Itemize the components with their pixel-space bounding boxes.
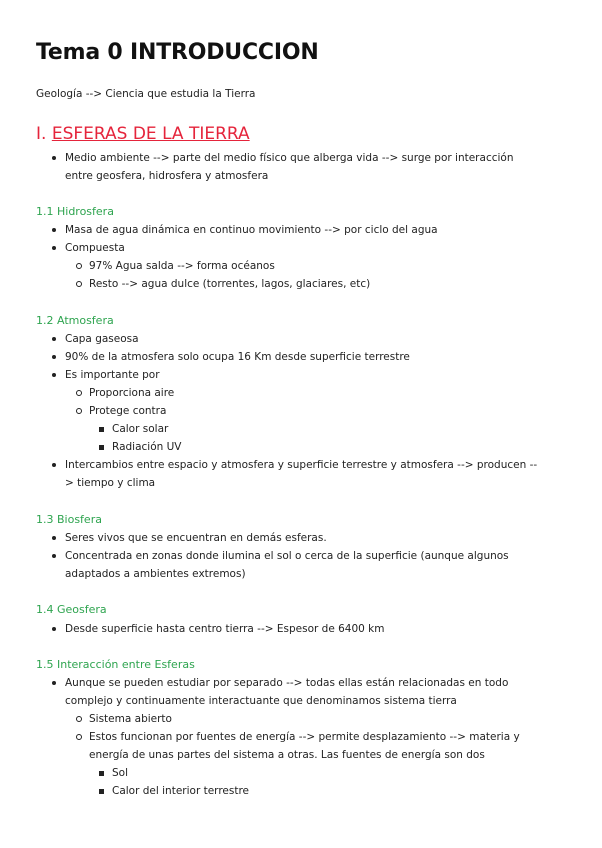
list-item: Compuesta bbox=[65, 239, 540, 257]
list-item: Estos funcionan por fuentes de energía --> permite desplazamiento --> materia y energía de unas partes del sistema a otras. Las fuentes de energía son dos bbox=[89, 728, 539, 764]
list-item: Calor solar bbox=[112, 420, 542, 438]
biosfera-list bbox=[0, 529, 602, 583]
list-item: Proporciona aire bbox=[89, 384, 539, 402]
list-item: Sistema abierto bbox=[89, 710, 539, 728]
list-item: Aunque se pueden estudiar por separado --> todas ellas están relacionadas en todo complejo y continuamente interactuante que denominamos sistema tierra bbox=[65, 674, 540, 710]
section-list bbox=[0, 149, 602, 185]
list-item: Calor del interior terrestre bbox=[112, 782, 542, 800]
intro-line: Geología --> Ciencia que estudia la Tierra bbox=[36, 88, 256, 100]
hidrosfera-list bbox=[0, 221, 602, 293]
list-item: Es importante por bbox=[65, 366, 540, 384]
list-item: 90% de la atmosfera solo ocupa 16 Km desde superficie terrestre bbox=[65, 348, 540, 366]
list-item: Masa de agua dinámica en continuo movimiento --> por ciclo del agua bbox=[65, 221, 540, 239]
list-item: Capa gaseosa bbox=[65, 330, 540, 348]
subsection-heading-biosfera: 1.3 Biosfera bbox=[36, 513, 102, 526]
subsection-heading-interaccion: 1.5 Interacción entre Esferas bbox=[36, 658, 195, 671]
subsection-heading-atmosfera: 1.2 Atmosfera bbox=[36, 314, 114, 327]
list-item: Protege contra bbox=[89, 402, 539, 420]
section-number: I. bbox=[36, 124, 47, 144]
page-title: Tema 0 INTRODUCCION bbox=[36, 40, 319, 65]
list-item: 97% Agua salda --> forma océanos bbox=[89, 257, 539, 275]
list-item: Seres vivos que se encuentran en demás esferas. bbox=[65, 529, 540, 547]
list-item: Concentrada en zonas donde ilumina el sol o cerca de la superficie (aunque algunos adaptados a ambientes extremos) bbox=[65, 547, 540, 583]
list-item: Resto --> agua dulce (torrentes, lagos, glaciares, etc) bbox=[89, 275, 539, 293]
list-item: Intercambios entre espacio y atmosfera y superficie terrestre y atmosfera --> producen --> tiempo y clima bbox=[65, 456, 540, 492]
interaccion-list bbox=[0, 674, 602, 800]
subsection-heading-geosfera: 1.4 Geosfera bbox=[36, 603, 107, 616]
list-item: Medio ambiente --> parte del medio físico que alberga vida --> surge por interacción entre geosfera, hidrosfera y atmosfera bbox=[65, 149, 540, 185]
subsection-heading-hidrosfera: 1.1 Hidrosfera bbox=[36, 205, 114, 218]
section-heading bbox=[36, 124, 250, 144]
section-title: ESFERAS DE LA TIERRA bbox=[51, 124, 250, 144]
list-item: Sol bbox=[112, 764, 542, 782]
geosfera-list bbox=[0, 620, 602, 638]
list-item: Radiación UV bbox=[112, 438, 542, 456]
list-item: Desde superficie hasta centro tierra --> Espesor de 6400 km bbox=[65, 620, 540, 638]
atmosfera-list bbox=[0, 330, 602, 492]
